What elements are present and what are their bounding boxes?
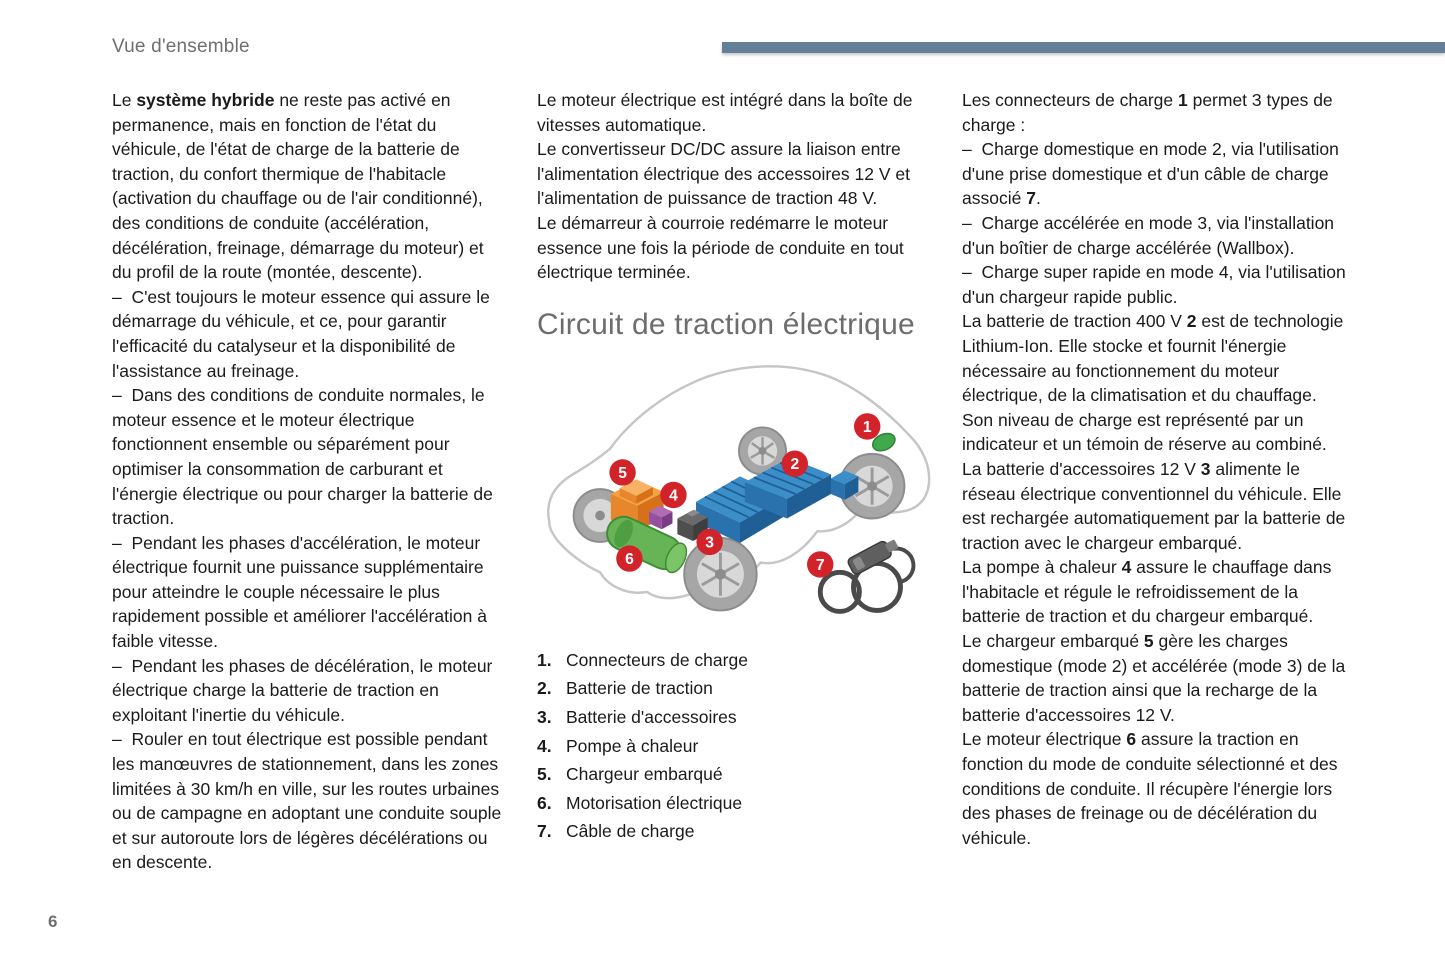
legend-item	[537, 674, 930, 703]
legend-item-label: Câble de charge	[566, 821, 695, 842]
section-title: Circuit de traction électrique	[537, 307, 915, 341]
paragraph: – Pendant les phases de décélération, le moteur électrique charge la batterie de traction en exploitant l'inertie du véhicule.	[112, 655, 493, 725]
legend-item	[537, 732, 930, 761]
svg-text:6: 6	[625, 550, 634, 568]
paragraph: – Rouler en tout électrique est possible pendant les manœuvres de stationnement, dans les zones limitées à 30 km/h en ville, sur les routes urbaines ou de campagne en adoptant une conduite souple et sur autoroute lors de légères décélérations ou en descente.	[112, 729, 502, 873]
charge-cable-icon	[820, 535, 913, 611]
diagram-marker-4	[660, 482, 686, 508]
paragraph: Le chargeur embarqué 5 gère les charges domestique (mode 2) et accélérée (mode 3) de la batterie de traction ainsi que la recharge de la batterie d'accessoires 12 V.	[962, 631, 1346, 725]
diagram-marker-6	[616, 545, 642, 571]
paragraph: La batterie de traction 400 V 2 est de technologie Lithium-Ion. Elle stocke et fournit l'énergie nécessaire au fonctionnement du moteur électrique, de la climatisation et du chauffage. Son niveau de charge est représenté par un indicateur et un témoin de réserve au combiné.	[962, 311, 1344, 455]
paragraph: Le moteur électrique 6 assure la traction en fonction du mode de conduite sélectionné et des conditions de conduite. Il récupère l'énergie lors des phases de freinage ou de décélération du véhicule.	[962, 729, 1338, 848]
legend-item-label: Batterie de traction	[566, 678, 713, 699]
paragraph: Le démarreur à courroie redémarre le moteur essence une fois la période de conduite en tout électrique terminée.	[537, 212, 904, 283]
paragraph: – C'est toujours le moteur essence qui assure le démarrage du véhicule, et ce, pour garantir l'efficacité du catalyseur et la disponibilité de l'assistance au freinage.	[112, 286, 490, 381]
page-number: 6	[48, 912, 58, 931]
svg-text:3: 3	[705, 534, 715, 552]
paragraph: La pompe à chaleur 4 assure le chauffage dans l'habitacle et régule le refroidissement de la batterie de traction et du chargeur embarqué.	[962, 557, 1332, 627]
legend-item-label: Batterie d'accessoires	[566, 706, 737, 727]
column-3	[962, 88, 1352, 875]
legend-item	[537, 789, 930, 818]
diagram-marker-5	[609, 459, 635, 485]
legend-item	[537, 760, 930, 789]
paragraph: – Charge super rapide en mode 4, via l'utilisation d'un chargeur rapide public.	[962, 262, 1346, 307]
legend-item-number: 3.	[537, 706, 552, 727]
diagram-container	[539, 357, 930, 636]
svg-text:1: 1	[862, 418, 872, 436]
paragraph: Le système hybride ne reste pas activé en permanence, mais en fonction de l'état du véhicule, de l'état de charge de la batterie de traction, du confort thermique de l'habitacle (activation du chauffage ou de l'air conditionné), des conditions de conduite (accélération, décélération, freinage, démarrage du moteur) et du profil de la route (montée, descente).	[112, 90, 484, 283]
legend-item-number: 1.	[537, 649, 552, 670]
diagram-marker-2	[782, 450, 808, 476]
legend-item-number: 4.	[537, 735, 552, 756]
column-2-intro	[537, 88, 930, 285]
legend-item-number: 7.	[537, 821, 552, 842]
paragraph: – Pendant les phases d'accélération, le moteur électrique fournit une puissance supplémentaire pour atteindre le couple nécessaire le plus rapidement possible et améliorer l'accélération à faible vitesse.	[112, 532, 487, 652]
svg-text:4: 4	[669, 487, 678, 505]
paragraph: – Charge accélérée en mode 3, via l'installation d'un boîtier de charge accélérée (Wallbox).	[962, 212, 1335, 258]
paragraph: – Dans des conditions de conduite normales, le moteur essence et le moteur électrique fonctionnent ensemble ou séparément pour optimiser la consommation de carburant et l'énergie électrique ou pour charger la batterie de traction.	[112, 385, 493, 529]
legend-item-number: 6.	[537, 792, 552, 813]
diagram-legend	[537, 646, 930, 846]
svg-text:5: 5	[618, 464, 627, 482]
legend-item	[537, 646, 930, 675]
header-accent-bar	[722, 42, 1445, 53]
page-header: Vue d'ensemble	[112, 36, 250, 57]
legend-item-label: Chargeur embarqué	[566, 764, 723, 785]
svg-text:7: 7	[815, 556, 825, 574]
legend-item-number: 5.	[537, 764, 552, 785]
text-columns	[112, 88, 1352, 875]
paragraph: – Charge domestique en mode 2, via l'utilisation d'une prise domestique et d'un câble de charge associé 7.	[962, 139, 1339, 209]
legend-item-label: Motorisation électrique	[566, 792, 743, 813]
diagram-marker-1	[854, 413, 880, 439]
legend-item	[537, 817, 930, 846]
paragraph: La batterie d'accessoires 12 V 3 alimente le réseau électrique conventionnel du véhicule. Elle est rechargée automatiquement par la batterie de traction avec le chargeur embarqué.	[962, 458, 1346, 553]
column-1	[112, 88, 505, 875]
legend-item-label: Pompe à chaleur	[566, 735, 699, 756]
paragraph: Le convertisseur DC/DC assure la liaison entre l'alimentation électrique des accessoires 12 V et l'alimentation de puissance de traction 48 V.	[537, 139, 910, 209]
diagram-marker-7	[807, 551, 833, 577]
legend-item-label: Connecteurs de charge	[566, 649, 748, 670]
paragraph: Les connecteurs de charge 1 permet 3 types de charge :	[962, 90, 1333, 135]
paragraph: Le moteur électrique est intégré dans la boîte de vitesses automatique.	[537, 90, 913, 135]
car-traction-circuit-diagram	[539, 357, 941, 631]
column-2	[537, 88, 930, 875]
legend-item	[537, 703, 930, 732]
legend-item-number: 2.	[537, 678, 552, 699]
diagram-marker-3	[696, 528, 722, 554]
svg-text:2: 2	[790, 455, 800, 473]
